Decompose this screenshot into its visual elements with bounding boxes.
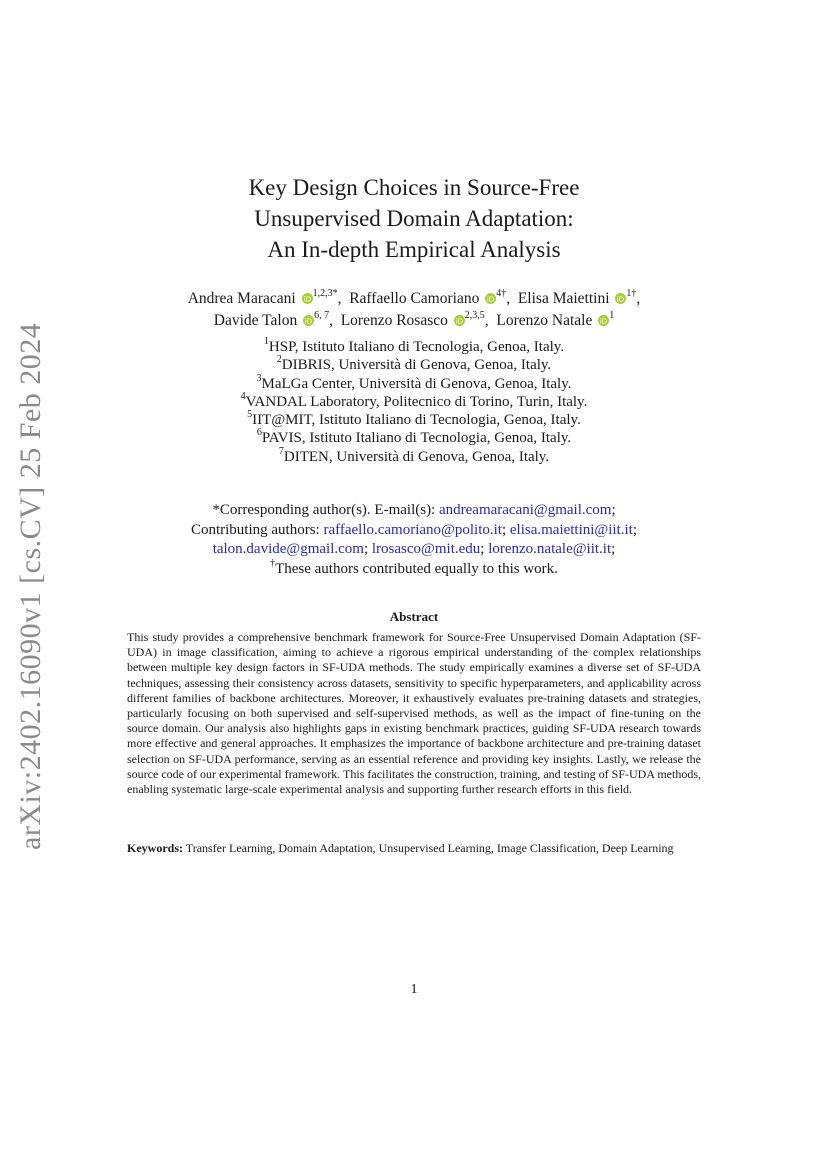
- affiliation-number: 1: [263, 336, 269, 347]
- affiliation: [114, 390, 714, 411]
- separator: ;: [363, 541, 372, 557]
- author-affiliation-marker: 1,2,3*: [312, 287, 338, 299]
- equal-contribution-note: [114, 557, 714, 580]
- separator: ;: [501, 521, 510, 538]
- title-line: An In-depth Empirical Analysis: [267, 237, 561, 262]
- email-link[interactable]: talon.davide@gmail.com: [212, 541, 364, 557]
- author-affiliation-marker: 2,3,5: [464, 309, 485, 321]
- affiliation: [114, 356, 714, 374]
- author-separator: ,: [337, 290, 342, 307]
- contributing-line: [114, 521, 714, 541]
- affiliation: [114, 411, 714, 429]
- separator: ;: [611, 541, 616, 557]
- author-separator: ,: [506, 290, 511, 307]
- affiliation-text: VANDAL Laboratory, Politecnico di Torino, Turin, Italy.: [245, 393, 588, 410]
- author-name: Lorenzo Rosasco: [340, 312, 448, 329]
- orcid-icon[interactable]: [598, 315, 609, 326]
- email-link[interactable]: raffaello.camoriano@polito.it: [323, 521, 502, 538]
- author-line: [114, 310, 714, 332]
- email-link[interactable]: lorenzo.natale@iit.it: [488, 541, 612, 557]
- svg-text:iD: iD: [600, 317, 608, 326]
- svg-text:iD: iD: [303, 295, 311, 304]
- title-line: Key Design Choices in Source-Free: [248, 175, 580, 200]
- affiliation-text: IIT@MIT, Istituto Italiano di Tecnologia, Genoa, Italy.: [252, 412, 581, 429]
- author-line: [114, 288, 714, 310]
- email-link[interactable]: lrosasco@mit.edu: [371, 541, 481, 557]
- orcid-icon[interactable]: [454, 315, 465, 326]
- affiliation-number: 3: [256, 372, 262, 384]
- affiliation-number: 5: [247, 409, 253, 421]
- svg-text:iD: iD: [304, 317, 313, 326]
- keywords-text: Transfer Learning, Domain Adaptation, Unsupervised Learning, Image Classification, Deep Learning: [183, 841, 674, 855]
- abstract-body: This study provides a comprehensive benchmark framework for Source-Free Unsupervised Domain Adaptation (SF-UDA) in image classification, aiming to achieve a rigorous empirical understanding of the complex relationships between multiple key design factors in SF-UDA methods. The study empirically examines a diverse set of SF-UDA techniques, assessing their consistency across datasets, sensitivity to specific hyperparameters, and applicability across different families of backbone architectures. Moreover, it exhaustively evaluates pre-training datasets and strategies, particularly focusing on both supervised and self-supervised methods, as well as the impact of fine-tuning on the source domain. Our analysis also highlights gaps in existing benchmark practices, guiding SF-UDA research towards more effective and general approaches. It emphasizes the importance of backbone architecture and pre-training dataset selection on SF-UDA performance, serving as an essential reference and providing key insights. Lastly, we release the source code of our experimental framework. This facilitates the construction, training, and testing of SF-UDA methods, enabling systematic large-scale experimental analysis and supporting further research efforts in this field.: [127, 630, 701, 797]
- author: [517, 287, 641, 307]
- keywords-label: Keywords:: [127, 841, 183, 855]
- author: [496, 309, 615, 329]
- title-line: Unsupervised Domain Adaptation:: [254, 206, 574, 231]
- author: [349, 287, 511, 307]
- affiliation-number: 6: [256, 427, 262, 439]
- author-separator: ,: [484, 312, 489, 329]
- author-affiliation-marker: 1: [609, 309, 615, 321]
- equal-note-text: These authors contributed equally to this work.: [275, 560, 558, 577]
- affiliation: [114, 429, 714, 447]
- contact-block: [114, 501, 714, 579]
- author-name: Andrea Maracani: [187, 290, 296, 307]
- author-affiliation-marker: 1†: [626, 287, 637, 299]
- corresponding-label: *Corresponding author(s). E-mail(s):: [212, 502, 439, 518]
- svg-text:iD: iD: [487, 295, 495, 304]
- author-name: Davide Talon: [213, 312, 298, 329]
- author: [213, 309, 333, 329]
- email-link[interactable]: andreamaracani@gmail.com: [438, 502, 612, 518]
- orcid-icon[interactable]: [302, 293, 313, 304]
- author-name: Elisa Maiettini: [517, 290, 610, 307]
- orcid-icon[interactable]: [485, 293, 496, 304]
- author-name: Lorenzo Natale: [496, 312, 593, 329]
- affiliation-list: [114, 338, 714, 466]
- affiliation-text: MaLGa Center, Università di Genova, Genoa, Italy.: [261, 375, 572, 392]
- author-separator: ,: [329, 312, 333, 329]
- affiliation-text: PAVIS, Istituto Italiano di Tecnologia, Genoa, Italy.: [261, 430, 572, 447]
- separator: ;: [632, 521, 638, 538]
- affiliation-text: DIBRIS, Università di Genova, Genoa, Italy.: [281, 357, 552, 374]
- affiliation: [114, 372, 714, 393]
- author-affiliation-marker: 6, 7: [314, 309, 330, 321]
- affiliation-number: 7: [278, 445, 284, 457]
- orcid-icon[interactable]: [303, 315, 314, 326]
- affiliation: [114, 338, 714, 356]
- contributing-line: [114, 540, 714, 560]
- separator: ;: [611, 502, 616, 518]
- arxiv-identifier: arXiv:2402.16090v1 [cs.CV] 25 Feb 2024: [14, 322, 47, 850]
- affiliation-number: 2: [276, 354, 282, 366]
- dagger-marker: †: [270, 557, 276, 569]
- svg-text:iD: iD: [617, 295, 625, 304]
- affiliation-text: DITEN, Università di Genova, Genoa, Italy.: [283, 448, 550, 465]
- affiliation-text: HSP, Istituto Italiano di Tecnologia, Genoa, Italy.: [268, 339, 565, 355]
- corresponding-line: [114, 501, 714, 521]
- abstract-heading: Abstract: [389, 609, 439, 624]
- keywords: [127, 841, 701, 856]
- separator: ;: [480, 541, 489, 557]
- author: [187, 287, 342, 307]
- affiliation-number: 4: [240, 390, 246, 402]
- author-separator: ,: [636, 290, 641, 307]
- author-name: Raffaello Camoriano: [349, 290, 480, 307]
- author-list: [114, 288, 714, 332]
- svg-text:iD: iD: [455, 317, 463, 326]
- contributing-label: Contributing authors:: [190, 521, 324, 538]
- paper-title: [114, 172, 714, 265]
- author: [340, 309, 489, 329]
- page-number: 1: [410, 982, 418, 997]
- affiliation: [114, 445, 714, 466]
- email-link[interactable]: elisa.maiettini@iit.it: [509, 521, 633, 538]
- author-affiliation-marker: 4†: [496, 287, 507, 299]
- orcid-icon[interactable]: [615, 293, 626, 304]
